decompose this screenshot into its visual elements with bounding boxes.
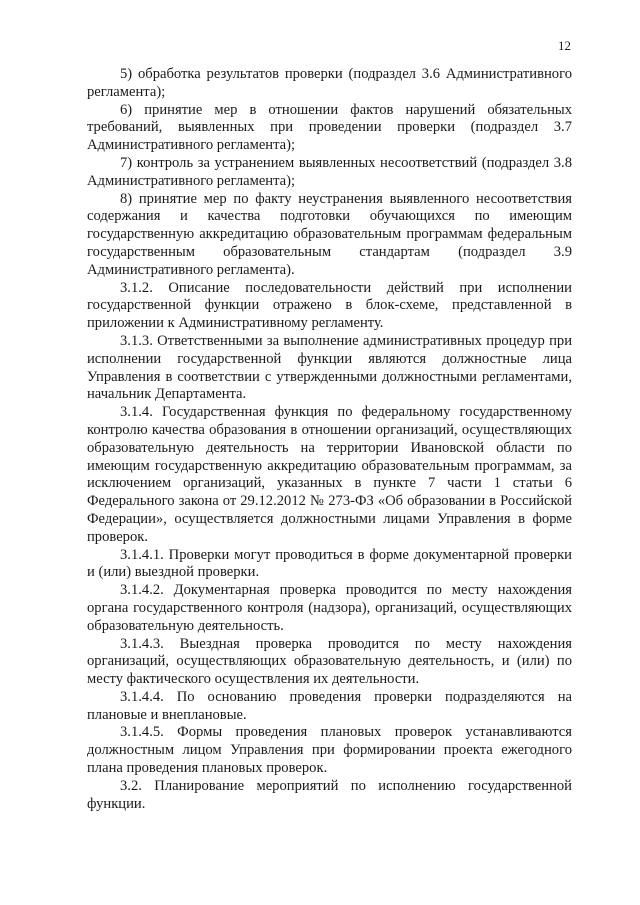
paragraph-item-6: 6) принятие мер в отношении фактов нарушений обязательных требований, выявленных при проведении проверки (подраздел 3.7 Административного регламента); [87,101,572,154]
paragraph-3-1-4-3: 3.1.4.3. Выездная проверка проводится по месту нахождения организаций, осуществляющих образовательную деятельность, и (или) по месту фактического осуществления их деятельности. [87,635,572,688]
paragraph-3-1-4-2: 3.1.4.2. Документарная проверка проводится по месту нахождения органа государственного контроля (надзора), организаций, осуществляющих образовательную деятельность. [87,582,572,634]
paragraph-3-1-4: 3.1.4. Государственная функция по федеральному государственному контролю качества образования в отношении организаций, осуществляющих образовательную деятельность на территории Ивановской области по имеющим государственную аккредитацию образовательным программам, за исключением организаций, указанных в пункте 7 части 1 статьи 6 Федерального закона от 29.12.2012 № 273-ФЗ «Об образовании в Российской Федерации», осуществляется должностными лицами Управления в форме проверок. [87,404,572,545]
paragraph-3-1-4-1: 3.1.4.1. Проверки могут проводиться в форме документарной проверки и (или) выездной проверки. [87,546,572,581]
paragraph-3-1-2: 3.1.2. Описание последовательности действий при исполнении государственной функции отражено в блок-схеме, представленной в приложении к Административному регламенту. [87,279,572,332]
page-number: 12 [558,38,571,53]
document-body [87,66,572,813]
paragraph-3-2: 3.2. Планирование мероприятий по исполнению государственной функции. [87,777,572,812]
paragraph-item-7: 7) контроль за устранением выявленных несоответствий (подраздел 3.8 Административного регламента); [87,154,572,189]
paragraph-3-1-4-5: 3.1.4.5. Формы проведения плановых проверок устанавливаются должностным лицом Управления при формировании проекта ежегодного плана проведения плановых проверок. [87,724,572,777]
paragraph-item-8: 8) принятие мер по факту неустранения выявленного несоответствия содержания и качества подготовки обучающихся по имеющим государственную аккредитацию образовательным программам федеральным государственным образовательным стандартам (подраздел 3.9 Административного регламента). [87,190,572,278]
paragraph-3-1-3: 3.1.3. Ответственными за выполнение административных процедур при исполнении государственной функции являются должностные лица Управления в соответствии с утвержденными должностными регламентами, начальник Департамента. [87,332,572,403]
paragraph-3-1-4-4: 3.1.4.4. По основанию проведения проверки подразделяются на плановые и внеплановые. [87,688,572,723]
paragraph-item-5: 5) обработка результатов проверки (подраздел 3.6 Административного регламента); [87,66,572,100]
